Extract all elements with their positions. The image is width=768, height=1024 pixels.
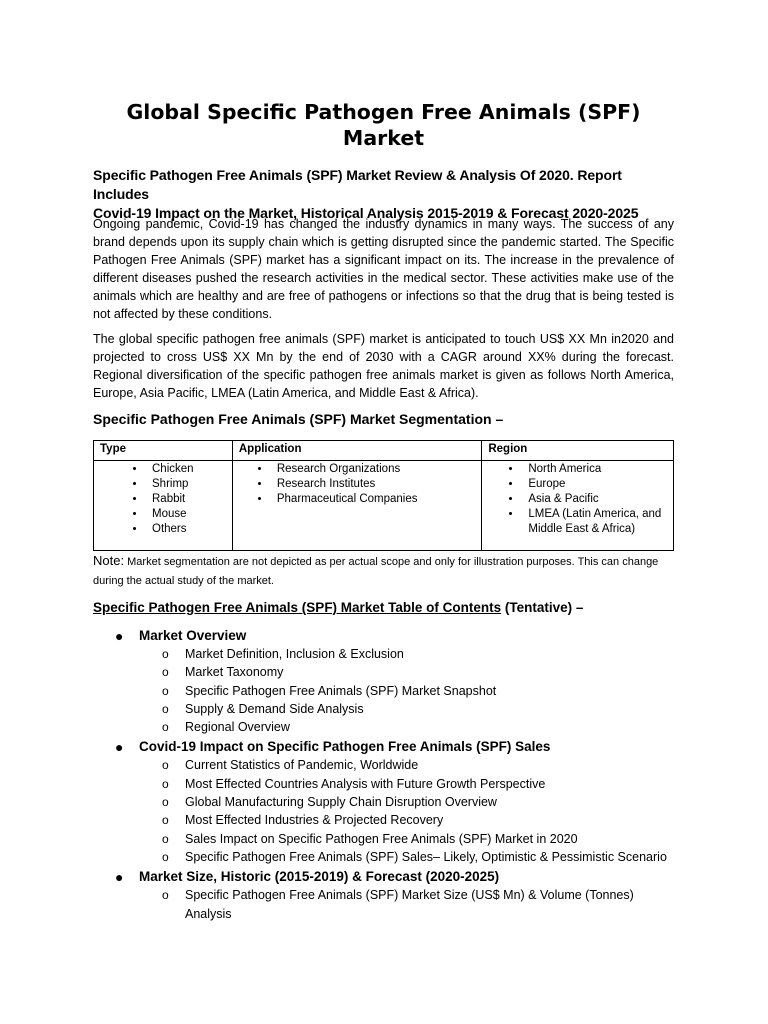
toc-item-text: Market Taxonomy: [185, 665, 284, 680]
toc-section: [93, 868, 674, 886]
toc-item-text: Specific Pathogen Free Animals (SPF) Market Size (US$ Mn) & Volume (Tonnes) Analysis: [185, 888, 634, 921]
intro-paragraph: Ongoing pandemic, Covid-19 has changed the industry dynamics in many ways. The success of any brand depends upon its supply chain which is getting disrupted since the pandemic started. The Specific Pathogen Free Animals (SPF) market has a significant impact on its. The increase in the prevalence of different diseases pushed the research activities in the medical sector. These activities make use of the animals which are healthy and are free of pathogens or infections so that the drug that is being tested is not affected by these conditions.: [93, 217, 674, 321]
toc-item-text: Supply & Demand Side Analysis: [185, 701, 364, 716]
table-of-contents: [93, 627, 674, 925]
title-line-2: Market: [342, 126, 425, 150]
bullet-icon: ●: [115, 869, 124, 886]
toc-item-text: Market Definition, Inclusion & Exclusion: [185, 647, 404, 661]
type-list: [100, 462, 226, 537]
circle-bullet-icon: o: [162, 758, 169, 773]
list-item: [93, 793, 674, 811]
toc-section-title: Market Overview: [139, 628, 247, 643]
circle-bullet-icon: o: [162, 849, 169, 864]
toc-section-title: Market Size, Historic (2015-2019) & Forecast (2020-2025): [139, 869, 500, 885]
list-item: • Research Organizations: [271, 462, 476, 477]
bullet-icon: ●: [115, 628, 124, 644]
circle-bullet-icon: o: [162, 701, 169, 716]
toc-subitems: [93, 886, 674, 923]
list-item: • Chicken: [146, 462, 226, 477]
toc-heading: [93, 598, 583, 617]
circle-bullet-icon: o: [162, 647, 169, 661]
note-label: Note:: [93, 553, 125, 568]
application-list: [239, 462, 476, 507]
toc-item-text: Global Manufacturing Supply Chain Disruption Overview: [185, 795, 497, 810]
circle-bullet-icon: o: [162, 665, 169, 680]
segmentation-header-row: [94, 441, 674, 461]
segmentation-heading: Specific Pathogen Free Animals (SPF) Market Segmentation –: [93, 411, 504, 427]
region-cell: [482, 461, 674, 551]
list-item: • LMEA (Latin America, and Middle East & Africa): [522, 507, 667, 537]
list-item: • Shrimp: [146, 477, 226, 492]
circle-bullet-icon: o: [162, 813, 169, 828]
list-item: [93, 700, 674, 718]
market-paragraph: The global specific pathogen free animals (SPF) market is anticipated to touch US$ XX Mn in2020 and projected to cross US$ XX Mn by the end of 2030 with a CAGR around XX% during the forecast. Regional diversification of the specific pathogen free animals market is given as follows North America, Europe, Asia Pacific, LMEA (Latin America, and Middle East & Africa).: [93, 332, 674, 400]
list-item: [93, 811, 674, 829]
toc-heading-underlined: Specific Pathogen Free Animals (SPF) Market Table of Contents: [93, 600, 502, 615]
type-cell: [94, 461, 233, 551]
segmentation-note: [93, 551, 674, 591]
list-item: [93, 756, 674, 774]
list-item: [93, 645, 674, 663]
toc-item-text: Most Effected Industries & Projected Recovery: [185, 813, 444, 828]
note-text: Market segmentation are not depicted as per actual scope and only for illustration purposes. This can change during the actual study of the market.: [93, 556, 659, 587]
document-title: [93, 99, 674, 151]
toc-heading-suffix: (Tentative) –: [504, 600, 584, 615]
bullet-icon: ●: [115, 739, 124, 756]
list-item: • Europe: [522, 477, 667, 492]
list-item: [93, 718, 674, 736]
circle-bullet-icon: o: [162, 888, 169, 903]
toc-subitems: [93, 645, 674, 736]
list-item: [93, 848, 674, 866]
toc-item-text: Most Effected Countries Analysis with Future Growth Perspective: [185, 776, 546, 791]
region-list: [488, 462, 667, 537]
toc-item-text: Current Statistics of Pandemic, Worldwide: [185, 758, 419, 773]
segmentation-body-row: [94, 461, 674, 551]
list-item: • Rabbit: [146, 492, 226, 507]
header-region: Region: [482, 441, 674, 461]
circle-bullet-icon: o: [162, 720, 169, 735]
toc-section: [93, 627, 674, 645]
application-cell: [232, 461, 482, 551]
list-item: • Asia & Pacific: [522, 492, 667, 507]
list-item: [93, 775, 674, 793]
circle-bullet-icon: o: [162, 795, 169, 810]
subtitle-line-1: Specific Pathogen Free Animals (SPF) Market Review & Analysis Of 2020. Report Includes: [93, 167, 622, 202]
list-item: [93, 886, 674, 923]
list-item: [93, 830, 674, 848]
list-item: • Others: [146, 522, 226, 537]
header-type: Type: [94, 441, 233, 461]
title-line-1: Global Specific Pathogen Free Animals (SPF): [126, 100, 641, 124]
list-item: • Research Institutes: [271, 477, 476, 492]
circle-bullet-icon: o: [162, 683, 169, 698]
list-item: [93, 663, 674, 681]
toc-item-text: Specific Pathogen Free Animals (SPF) Market Snapshot: [185, 683, 497, 698]
list-item: [93, 682, 674, 700]
circle-bullet-icon: o: [162, 776, 169, 791]
toc-item-text: Sales Impact on Specific Pathogen Free Animals (SPF) Market in 2020: [185, 831, 578, 846]
toc-section: [93, 738, 674, 756]
list-item: • Mouse: [146, 507, 226, 522]
list-item: • North America: [522, 462, 667, 477]
toc-subitems: [93, 756, 674, 866]
segmentation-table: [93, 440, 674, 551]
toc-item-text: Specific Pathogen Free Animals (SPF) Sales– Likely, Optimistic & Pessimistic Scenario: [185, 849, 667, 864]
toc-section-title: Covid-19 Impact on Specific Pathogen Free Animals (SPF) Sales: [139, 739, 551, 755]
header-application: Application: [232, 441, 482, 461]
circle-bullet-icon: o: [162, 831, 169, 846]
toc-item-text: Regional Overview: [185, 720, 290, 735]
list-item: • Pharmaceutical Companies: [271, 492, 476, 507]
subtitle-line-2: Covid-19 Impact on the Market, Historical Analysis 2015-2019 & Forecast 2020-2025: [93, 205, 639, 221]
